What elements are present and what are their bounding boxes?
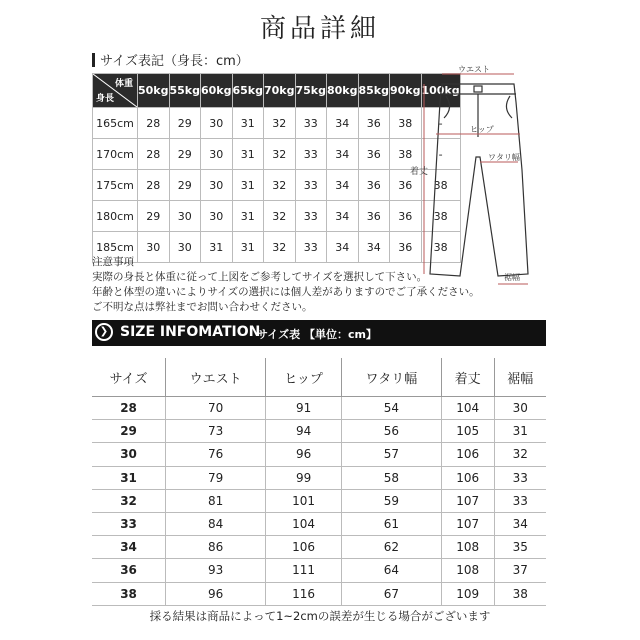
chevron-right-icon: ❯	[95, 323, 113, 341]
table-row	[92, 420, 546, 443]
size-cell: 33	[295, 170, 327, 201]
table-cell: 104	[266, 512, 342, 535]
weight-header-cell: 85kg	[358, 74, 390, 108]
left-pocket	[444, 96, 450, 118]
corner-cell	[93, 74, 138, 108]
table-cell: 99	[266, 466, 342, 489]
weight-header-cell: 90kg	[390, 74, 422, 108]
column-header: ヒップ	[266, 358, 342, 397]
table-cell: 76	[166, 443, 266, 466]
size-cell: 30	[169, 201, 201, 232]
size-cell: 29	[169, 108, 201, 139]
size-cell: 30	[201, 201, 233, 232]
notes-line: 年齢と体型の違いによりサイズの選択には個人差がありますのでご了承ください。	[92, 286, 480, 298]
table-cell: 107	[441, 489, 494, 512]
table-cell: 56	[341, 420, 441, 443]
table-cell: 32	[92, 489, 166, 512]
height-cell: 165cm	[93, 108, 138, 139]
table-cell: 38	[92, 582, 166, 605]
table-cell: 116	[266, 582, 342, 605]
weight-header-row	[93, 74, 461, 108]
size-cell: 32	[264, 139, 296, 170]
table-row	[92, 582, 546, 605]
table-cell: 57	[341, 443, 441, 466]
table-cell: 37	[494, 559, 546, 582]
hem-label: 裾幅	[504, 273, 520, 282]
weight-header-cell: 65kg	[232, 74, 264, 108]
right-pocket	[506, 96, 512, 118]
waist-label: ウエスト	[458, 65, 490, 74]
pants-outline	[430, 84, 528, 276]
table-cell: 73	[166, 420, 266, 443]
table-row	[92, 559, 546, 582]
table-cell: 33	[92, 512, 166, 535]
table-row	[93, 201, 461, 232]
table-cell: 59	[341, 489, 441, 512]
page-title: 商品詳細	[259, 14, 380, 44]
table-row	[92, 536, 546, 559]
column-header: ワタリ幅	[341, 358, 441, 397]
table-cell: 30	[494, 397, 546, 420]
size-cell: 36	[390, 201, 422, 232]
size-cell: 36	[358, 170, 390, 201]
table-cell: 108	[441, 559, 494, 582]
hip-label: ヒップ	[470, 125, 494, 134]
table-cell: 107	[441, 512, 494, 535]
table-row	[92, 512, 546, 535]
weight-header-cell: 100kg	[421, 74, 460, 108]
size-cell: 38	[390, 108, 422, 139]
table-cell: 93	[166, 559, 266, 582]
table-cell: 38	[494, 582, 546, 605]
table-cell: 109	[441, 582, 494, 605]
table-row	[93, 139, 461, 170]
table-cell: 29	[92, 420, 166, 443]
table-cell: 34	[494, 512, 546, 535]
column-header: 着丈	[441, 358, 494, 397]
size-cell: 30	[201, 139, 233, 170]
table-row	[93, 108, 461, 139]
table-cell: 31	[494, 420, 546, 443]
size-cell: 31	[232, 170, 264, 201]
table-cell: 106	[441, 466, 494, 489]
size-cell: 34	[327, 170, 359, 201]
table-cell: 70	[166, 397, 266, 420]
height-cell: 185cm	[93, 232, 138, 263]
weight-header-cell: 60kg	[201, 74, 233, 108]
column-header: ウエスト	[166, 358, 266, 397]
column-header: サイズ	[92, 358, 166, 397]
size-cell: 31	[232, 139, 264, 170]
notes-line: ご不明な点は弊社までお問い合わせください。	[92, 301, 313, 313]
size-cell: 29	[138, 201, 170, 232]
table-cell: 84	[166, 512, 266, 535]
size-cell: 36	[390, 232, 422, 263]
size-cell: 28	[138, 170, 170, 201]
size-cell: 38	[421, 201, 460, 232]
size-cell: 31	[232, 108, 264, 139]
size-cell: 30	[169, 232, 201, 263]
weight-header-cell: 80kg	[327, 74, 359, 108]
size-cell: 29	[169, 139, 201, 170]
size-cell: 32	[264, 170, 296, 201]
section-heading	[92, 50, 249, 69]
weight-header-cell: 55kg	[169, 74, 201, 108]
table-cell: 81	[166, 489, 266, 512]
size-cell: 33	[295, 108, 327, 139]
corner-height-label: 身長	[96, 94, 115, 104]
size-cell: 32	[264, 108, 296, 139]
size-cell: 36	[390, 170, 422, 201]
banner-title: SIZE INFOMATION	[120, 324, 261, 340]
pants-diagram	[410, 62, 540, 292]
table-cell: 35	[494, 536, 546, 559]
weight-header-cell: 70kg	[264, 74, 296, 108]
corner-weight-label: 体重	[114, 79, 133, 89]
table-cell: 106	[441, 443, 494, 466]
size-cell: 34	[327, 201, 359, 232]
table-cell: 101	[266, 489, 342, 512]
table-cell: 61	[341, 512, 441, 535]
size-cell: 36	[358, 139, 390, 170]
table-cell: 106	[266, 536, 342, 559]
size-table-header	[92, 358, 546, 397]
table-cell: 30	[92, 443, 166, 466]
size-table	[92, 358, 546, 606]
table-cell: 32	[494, 443, 546, 466]
table-row	[92, 397, 546, 420]
size-cell: 34	[327, 139, 359, 170]
size-cell: 30	[201, 170, 233, 201]
button-shape	[474, 86, 482, 92]
length-label: 着丈	[410, 167, 429, 177]
size-cell: 33	[295, 232, 327, 263]
table-cell: 54	[341, 397, 441, 420]
size-cell: 32	[264, 201, 296, 232]
weight-header-cell: 50kg	[138, 74, 170, 108]
size-cell: 34	[327, 232, 359, 263]
size-cell: 30	[138, 232, 170, 263]
footer-note: 採る結果は商品によって1~2cmの誤差が生じる場合がございます	[149, 609, 491, 623]
weight-header-cell: 75kg	[295, 74, 327, 108]
size-cell: 36	[358, 201, 390, 232]
size-cell: -	[421, 139, 460, 170]
table-cell: 62	[341, 536, 441, 559]
size-cell: 34	[358, 232, 390, 263]
size-info-banner	[92, 320, 546, 346]
table-cell: 58	[341, 466, 441, 489]
size-cell: 33	[295, 201, 327, 232]
height-cell: 170cm	[93, 139, 138, 170]
size-cell: 29	[169, 170, 201, 201]
table-cell: 96	[266, 443, 342, 466]
size-cell: 28	[138, 108, 170, 139]
size-cell: 28	[138, 139, 170, 170]
table-row	[92, 466, 546, 489]
table-cell: 34	[92, 536, 166, 559]
table-cell: 28	[92, 397, 166, 420]
banner-subtitle: サイズ表 【単位：cm】	[257, 328, 377, 341]
notes-title: 注意事項	[92, 256, 134, 268]
table-cell: 111	[266, 559, 342, 582]
table-cell: 33	[494, 489, 546, 512]
table-row	[92, 489, 546, 512]
weight-height-table	[92, 73, 461, 263]
table-cell: 104	[441, 397, 494, 420]
table-cell: 31	[92, 466, 166, 489]
size-cell: 31	[232, 201, 264, 232]
table-row	[92, 443, 546, 466]
table-cell: 33	[494, 466, 546, 489]
size-cell: 32	[264, 232, 296, 263]
table-cell: 86	[166, 536, 266, 559]
size-cell: -	[421, 108, 460, 139]
table-cell: 91	[266, 397, 342, 420]
size-cell: 34	[327, 108, 359, 139]
table-row	[93, 170, 461, 201]
table-cell: 94	[266, 420, 342, 443]
size-cell: 38	[421, 170, 460, 201]
thigh-label: ワタリ幅	[488, 153, 520, 162]
table-cell: 79	[166, 466, 266, 489]
heading-bar	[92, 53, 95, 67]
size-cell: 31	[201, 232, 233, 263]
table-cell: 105	[441, 420, 494, 443]
table-cell: 96	[166, 582, 266, 605]
table-cell: 64	[341, 559, 441, 582]
table-cell: 108	[441, 536, 494, 559]
size-cell: 30	[201, 108, 233, 139]
table-cell: 67	[341, 582, 441, 605]
size-cell: 38	[390, 139, 422, 170]
size-cell: 33	[295, 139, 327, 170]
height-cell: 180cm	[93, 201, 138, 232]
column-header: 裾幅	[494, 358, 546, 397]
size-cell: 31	[232, 232, 264, 263]
size-cell: 36	[358, 108, 390, 139]
table-cell: 36	[92, 559, 166, 582]
height-cell: 175cm	[93, 170, 138, 201]
section-heading-text: サイズ表記（身長：cm）	[100, 54, 249, 69]
size-cell: 38	[421, 232, 460, 263]
notes-line: 実際の身長と体重に従って上図をご参考してサイズを選択して下さい。	[92, 271, 428, 283]
